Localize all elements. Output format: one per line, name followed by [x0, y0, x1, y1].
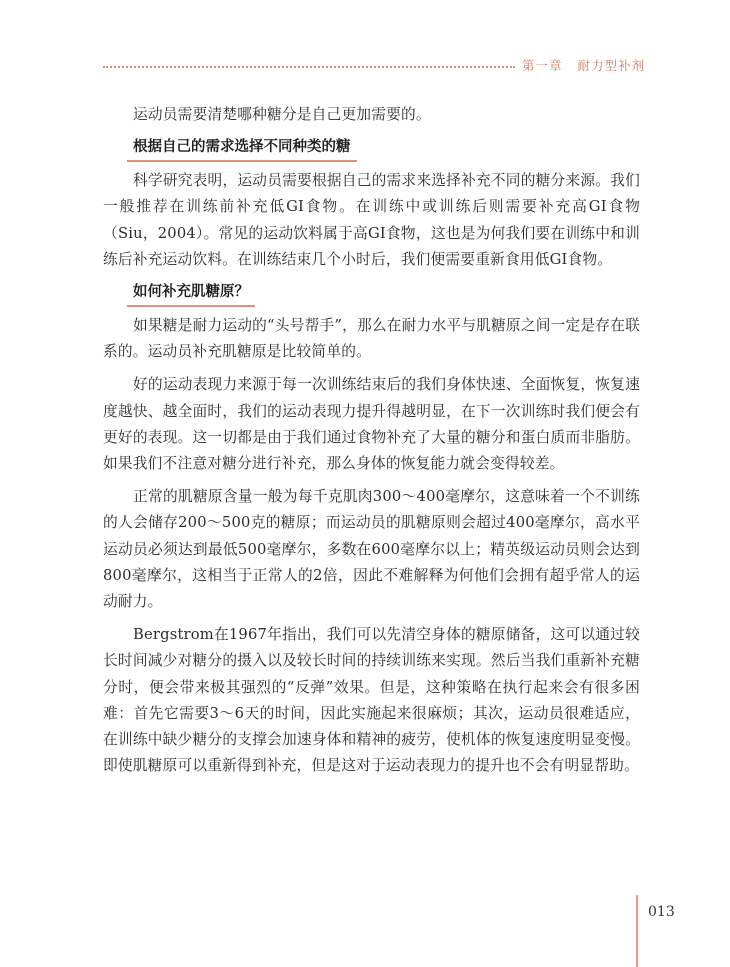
paragraph-glycogen-link: 如果糖是耐力运动的“头号帮手”，那么在耐力水平与肌糖原之间一定是存在联系的。运动员补充肌糖原是比较简单的。 [103, 317, 640, 361]
header-rule [103, 66, 515, 68]
chapter-label: 第一章 [522, 58, 563, 73]
paragraph-recovery: 好的运动表现力来源于每一次训练结束后的我们身体快速、全面恢复，恢复速度越快、越全面时，我们的运动表现力提升得越明显，在下一次训练时我们便会有更好的表现。这一切都是由于我们通过食物补充了大量的糖分和蛋白质而非脂肪。如果我们不注意对糖分进行补充，那么身体的恢复能力就会变得较差。 [103, 376, 640, 473]
page-number-rule [636, 895, 638, 967]
running-header [522, 56, 645, 74]
paragraph-gi-foods: 科学研究表明，运动员需要根据自己的需求来选择补充不同的糖分来源。我们一般推荐在训练前补充低GI食物。在训练中或训练后则需要补充高GI食物（Siu，2004）。常见的运动饮料属于高GI食物，这也是为何我们要在训练中和训练后补充运动饮料。在训练结束几个小时后，我们便需要重新食用低GI食物。 [103, 172, 640, 268]
chapter-title: 耐力型补剂 [577, 58, 645, 73]
page-content [103, 102, 640, 786]
paragraph-bergstrom: Bergstrom在1967年指出，我们可以先清空身体的糖原储备，这可以通过较长时间减少对糖分的摄入以及较长时间的持续训练来实现。然后当我们重新补充糖分时，便会带来极其强烈的“反弹”效果。但是，这种策略在执行起来会有很多困难：首先它需要3～6天的时间，因此实施起来很麻烦；其次，运动员很难适应，在训练中缺少糖分的支撑会加速身体和精神的疲劳，使机体的恢复速度明显变慢。即使肌糖原可以重新得到补充，但是这对于运动表现力的提升也不会有明显帮助。 [103, 626, 640, 775]
section-heading-glycogen: 如何补充肌糖原？ [127, 280, 255, 307]
paragraph-intro: 运动员需要清楚哪种糖分是自己更加需要的。 [133, 106, 431, 123]
page-number: 013 [648, 904, 675, 920]
paragraph-glycogen-levels: 正常的肌糖原含量一般为每千克肌肉300～400毫摩尔，这意味着一个不训练的人会储存200～500克的糖原；而运动员的肌糖原则会超过400毫摩尔，高水平运动员必须达到最低500毫摩尔，多数在600毫摩尔以上；精英级运动员则会达到800毫摩尔，这相当于正常人的2倍，因此不难解释为何他们会拥有超乎常人的运动耐力。 [103, 488, 640, 611]
section-heading-sugar-choice: 根据自己的需求选择不同种类的糖 [127, 135, 357, 162]
